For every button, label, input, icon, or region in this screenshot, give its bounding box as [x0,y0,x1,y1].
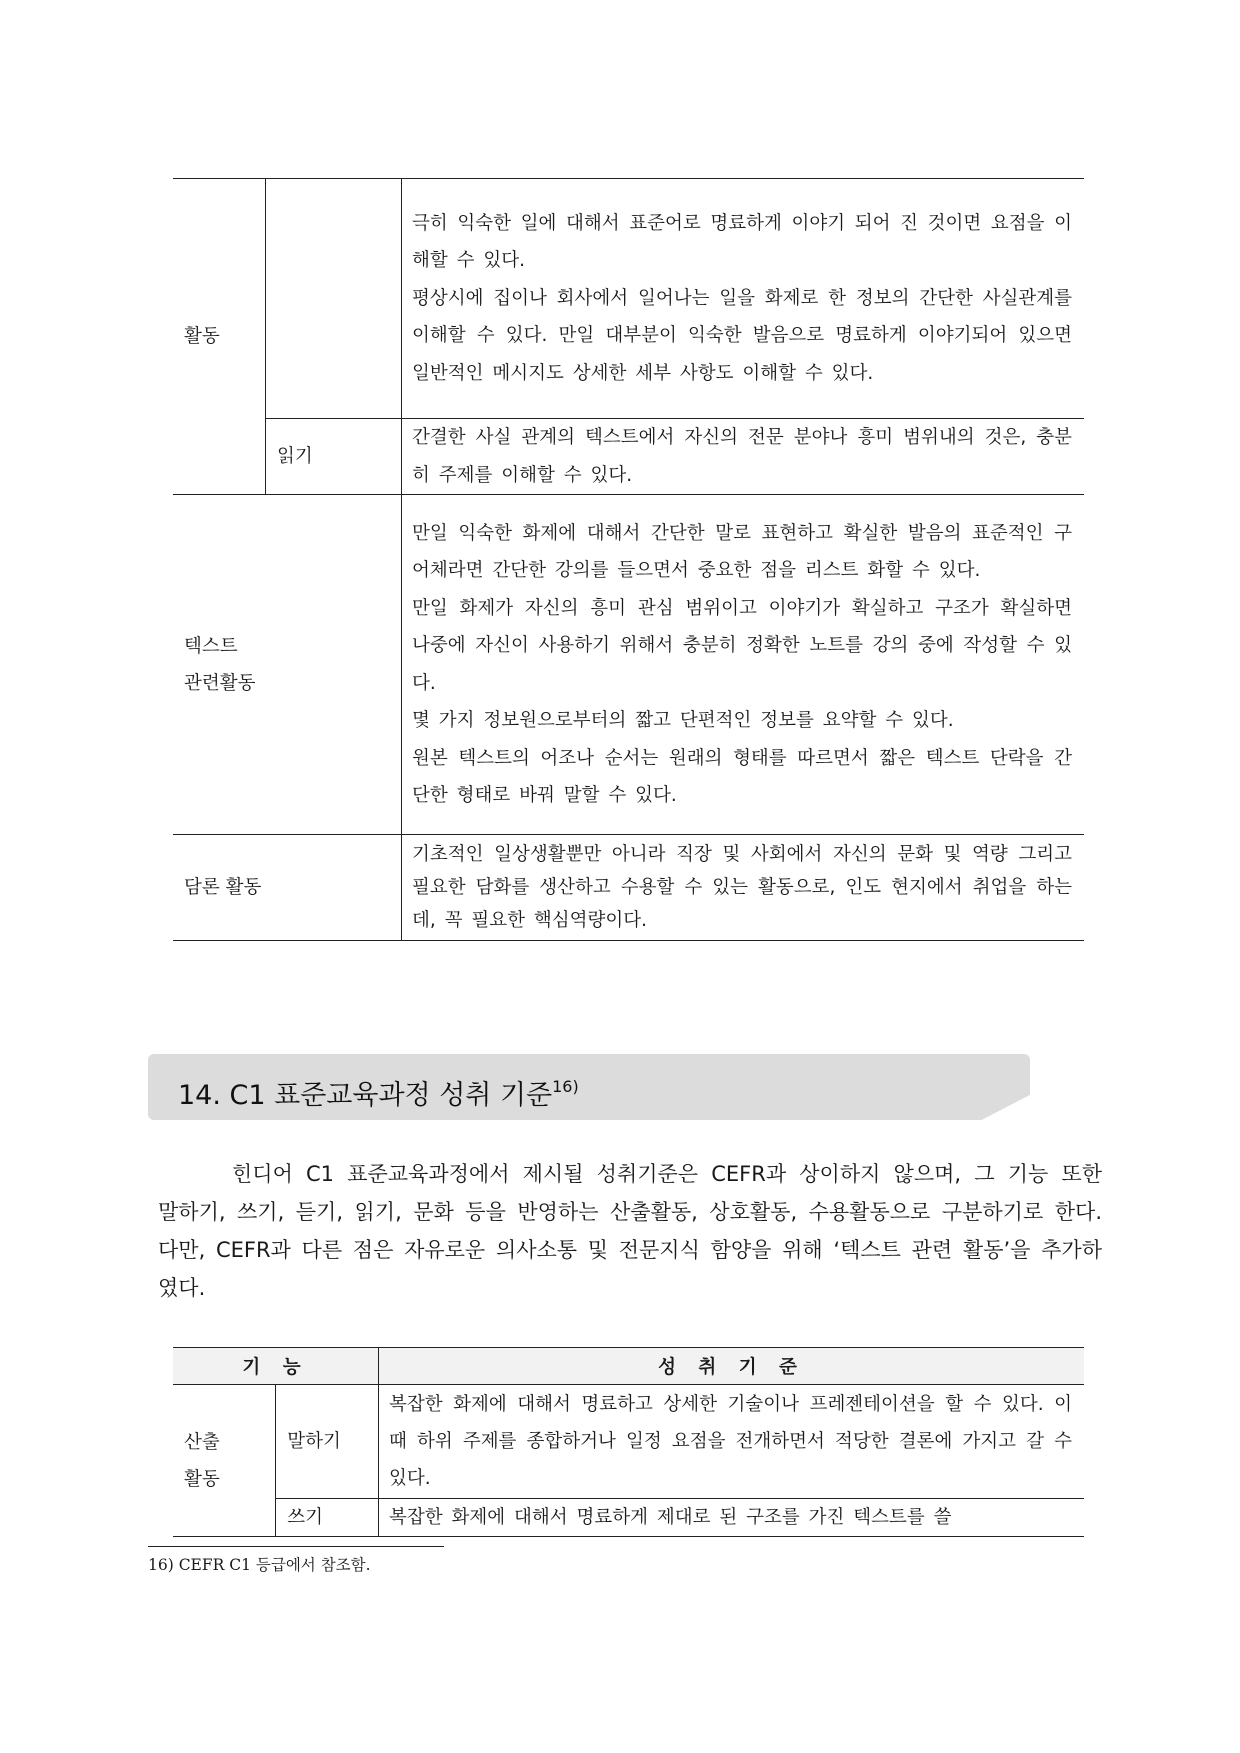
footnote: 16) CEFR C1 등급에서 참조함. [148,1556,371,1574]
table-cell-category: 담론 활동 [173,835,402,941]
table-cell-category: 활동 [173,179,266,495]
table-cell-skill: 쓰기 [276,1499,379,1537]
table-cell-description [379,1385,1085,1499]
table-cell-category [173,1385,276,1537]
header-criteria: 성 취 기 준 [379,1348,1085,1385]
table-cell-description [379,1499,1085,1537]
category-line: 관련활동 [184,672,256,694]
activity-table [173,178,1084,941]
description-paragraph: 복잡한 화제에 대해서 명료하게 제대로 된 구조를 가진 텍스트를 쓸 [389,1507,952,1528]
section-heading [178,1064,579,1119]
description-paragraph: 만일 익숙한 화제에 대해서 간단한 말로 표현하고 확실한 발음의 표준적인 구어체라면 간단한 강의를 들으면서 중요한 점을 리스트 화할 수 있다. [412,522,1072,581]
description-paragraph: 간결한 사실 관계의 텍스트에서 자신의 전문 분야나 흥미 범위내의 것은, 충분히 주제를 이해할 수 있다. [412,427,1072,486]
footnote-reference: 16) [552,1077,579,1096]
table-cell-description [402,179,1085,419]
table-cell-skill [266,179,402,419]
header-function: 기 능 [173,1348,379,1385]
achievement-criteria-table [173,1347,1084,1537]
table-cell-skill: 읽기 [266,419,402,495]
table-cell-description [402,835,1085,941]
table-cell-description [402,495,1085,835]
description-paragraph: 기초적인 일상생활뿐만 아니라 직장 및 사회에서 자신의 문화 및 역량 그리고 필요한 담화를 생산하고 수용할 수 있는 활동으로, 인도 현지에서 취업을 하는 데, 꼭 필요한 핵심역량이다. [412,844,1072,931]
body-paragraph: 힌디어 C1 표준교육과정에서 제시될 성취기준은 CEFR과 상이하지 않으며, 그 기능 또한 말하기, 쓰기, 듣기, 읽기, 문화 등을 반영하는 산출활동, 상호활동, 수용활동으로 구분하기로 한다. 다만, CEFR과 다른 점은 자유로운 의사소통 및 전문지식 함양을 위해 ‘텍스트 관련 활동’을 추가하였다. [158,1162,1102,1300]
description-paragraph: 원본 텍스트의 어조나 순서는 원래의 형태를 따르면서 짧은 텍스트 단락을 간단한 형태로 바꿔 말할 수 있다. [412,747,1072,806]
description-paragraph: 평상시에 집이나 회사에서 일어나는 일을 화제로 한 정보의 간단한 사실관계를 이해할 수 있다. 만일 대부분이 익숙한 발음으로 명료하게 이야기되어 있으면 일반적인 메시지도 상세한 세부 사항도 이해할 수 있다. [412,287,1072,384]
category-line: 텍스트 [184,635,238,657]
description-paragraph: 몇 가지 정보원으로부터의 짧고 단편적인 정보를 요약할 수 있다. [412,710,954,731]
table-cell-description [402,419,1085,495]
footnote-divider [148,1546,444,1547]
category-line: 산출 [184,1431,220,1453]
table-cell-skill: 말하기 [276,1385,379,1499]
category-line: 활동 [184,1468,220,1490]
description-paragraph: 극히 익숙한 일에 대해서 표준어로 명료하게 이야기 되어 진 것이면 요점을 이해할 수 있다. [412,212,1072,272]
description-paragraph: 복잡한 화제에 대해서 명료하고 상세한 기술이나 프레젠테이션을 할 수 있다. 이 때 하위 주제를 종합하거나 일정 요점을 전개하면서 적당한 결론에 가지고 갈 수 있다. [389,1394,1072,1489]
description-paragraph: 만일 화제가 자신의 흥미 관심 범위이고 이야기가 확실하고 구조가 확실하면 나중에 자신이 사용하기 위해서 충분히 정확한 노트를 강의 중에 작성할 수 있다. [412,597,1072,694]
section-title: 14. C1 표준교육과정 성취 기준 [178,1080,553,1111]
table-cell-category [173,495,402,835]
